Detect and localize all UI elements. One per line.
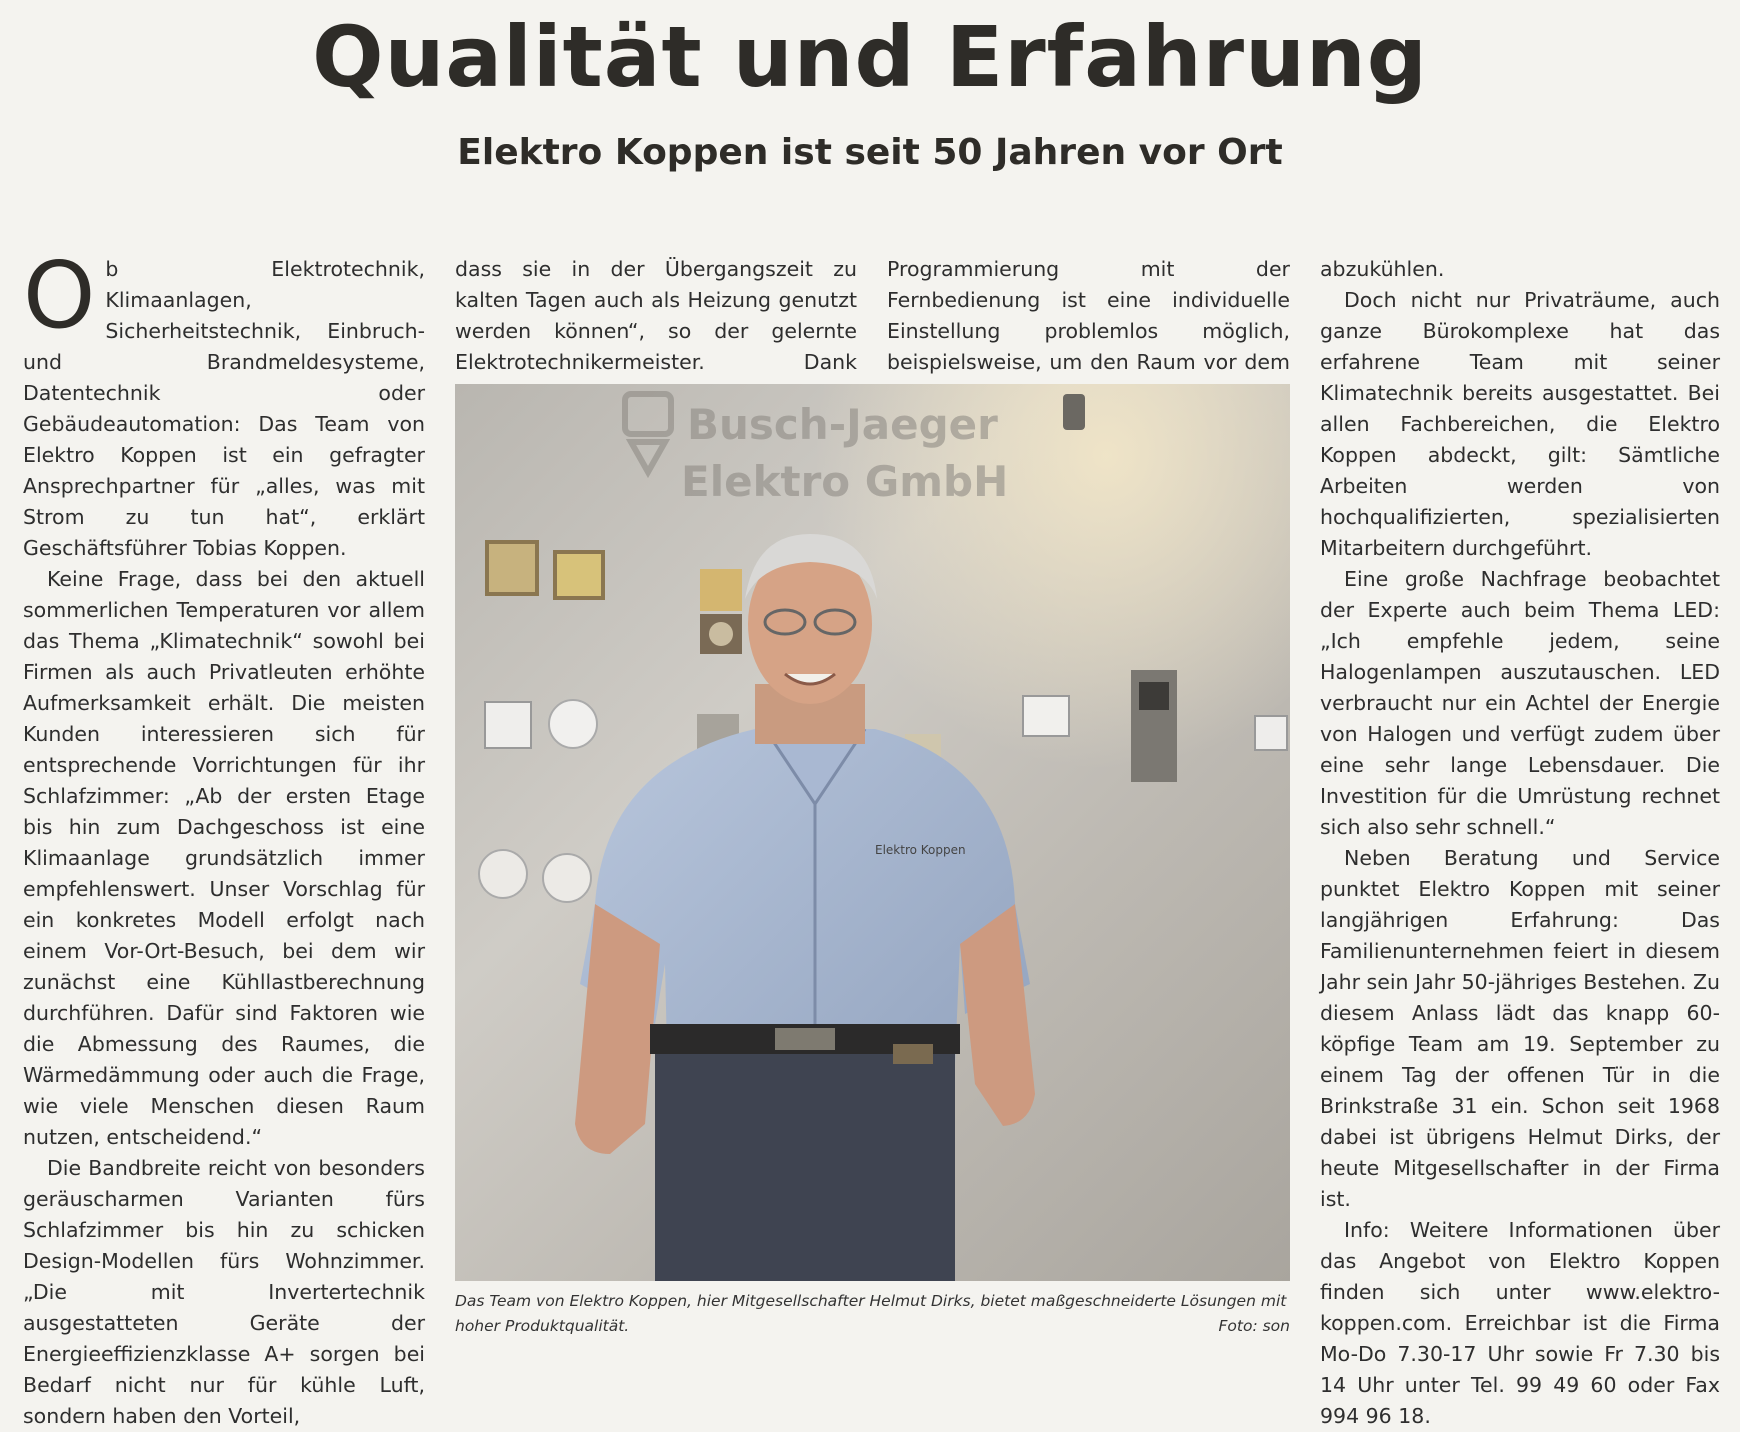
paragraph-col4-start: abzukühlen.	[1320, 257, 1445, 281]
photo-illustration	[455, 384, 1290, 1281]
drop-cap: O	[23, 242, 96, 349]
paragraph-bandbreite: Die Bandbreite reicht von besonders geräuscharmen Varianten fürs Schlafzimmer bis hin zu schicken Design-Modellen fürs Wohnzimmer. „Die mit Invertertechnik ausgestatteten Geräte der Energieeffizienzklasse A+ sorgen bei Bedarf nicht nur für kühle Luft, sondern haben den Vorteil,	[23, 1156, 425, 1428]
caption-text: Das Team von Elektro Koppen, hier Mitgesellschafter Helmut Dirks, bietet maßgeschneiderte Lösungen mit hoher Produktqualität.	[455, 1292, 1287, 1335]
paragraph-erfahrung: Neben Beratung und Service punktet Elektro Koppen mit seiner langjährigen Erfahrung: Das Familienunternehmen feiert in diesem Jahr sein Jahr 50-jähriges Bestehen. Zu diesem Anlass lädt das knapp 60-köpfige Team am 19. September zu einem Tag der offenen Tür in die Brinkstraße 31 ein. Schon seit 1968 dabei ist übrigens Helmut Dirks, der heute Mitgesellschafter in der Firma ist.	[1320, 846, 1720, 1211]
shirt-text: Elektro Koppen	[875, 843, 966, 857]
wall-sign-line2: Elektro GmbH	[681, 457, 1009, 506]
photo-caption	[455, 1289, 1290, 1339]
wall-sign-line1: Busch-Jaeger	[687, 400, 998, 449]
article-photo	[455, 384, 1290, 1281]
paragraph-col2-top: dass sie in der Übergangszeit zu kalten Tagen auch als Heizung genutzt werden können“, so der gelernte Elektrotechnikermeister. Dank	[455, 257, 857, 374]
paragraph-led: Eine große Nachfrage beobachtet der Experte auch beim Thema LED: „Ich empfehle jedem, seine Halogenlampen auszutauschen. LED verbraucht nur ein Achtel der Energie von Halogen und verfügt zudem über eine sehr lange Lebensdauer. Die Investition für die Umrüstung rechnet sich also sehr schnell.“	[1320, 567, 1720, 839]
paragraph-col3-top: Programmierung mit der Fernbedienung ist eine individuelle Einstellung problemlos möglich, beispielsweise, um den Raum vor dem	[887, 257, 1290, 374]
subheadline: Elektro Koppen ist seit 50 Jahren vor Ort	[457, 132, 1283, 173]
paragraph-intro-text: b Elektrotechnik, Klimaanlagen, Sicherheitstechnik, Einbruch- und Brandmeldesysteme, Datentechnik oder Gebäudeautomation: Das Team von Elektro Koppen ist ein gefragter Ansprechpartner für „alles, was mit Strom zu tun hat“, erklärt Geschäftsführer Tobias Koppen.	[23, 257, 425, 560]
photo-credit: Foto: son	[1218, 1317, 1290, 1335]
paragraph-klimatechnik: Keine Frage, dass bei den aktuell sommerlichen Temperaturen vor allem das Thema „Klimatechnik“ sowohl bei Firmen als auch Privatleuten erhöhte Aufmerksamkeit erhält. Die meisten Kunden interessieren sich für entsprechende Vorrichtungen für ihr Schlafzimmer: „Ab der ersten Etage bis hin zum Dachgeschoss ist eine Klimaanlage grundsätzlich immer empfehlenswert. Unser Vorschlag für ein konkretes Modell erfolgt nach einem Vor-Ort-Besuch, bei dem wir zunächst eine Kühllastberechnung durchführen. Dafür sind Faktoren wie die Abmessung des Raumes, die Wärmedämmung oder auch die Frage, wie viele Menschen diesen Raum nutzen, entscheidend.“	[23, 567, 425, 1149]
paragraph-intro	[23, 242, 425, 564]
article-column-1	[23, 242, 425, 1432]
paragraph-buerokomplexe: Doch nicht nur Privaträume, auch ganze Bürokomplexe hat das erfahrene Team mit seiner Klimatechnik bereits ausgestattet. Bei allen Fachbereichen, die Elektro Koppen abdeckt, gilt: Sämtliche Arbeiten werden von hochqualifizierten, spezialisierten Mitarbeitern durchgeführt.	[1320, 288, 1720, 560]
paragraph-info: Info: Weitere Informationen über das Angebot von Elektro Koppen finden sich unter www.elektro-koppen.com. Erreichbar ist die Firma Mo-Do 7.30-17 Uhr sowie Fr 7.30 bis 14 Uhr unter Tel. 99 49 60 oder Fax 994 96 18.	[1320, 1218, 1720, 1428]
spotlight-icon	[1063, 394, 1085, 430]
article-column-4	[1320, 254, 1720, 1432]
headline: Qualität und Erfahrung	[312, 8, 1428, 106]
